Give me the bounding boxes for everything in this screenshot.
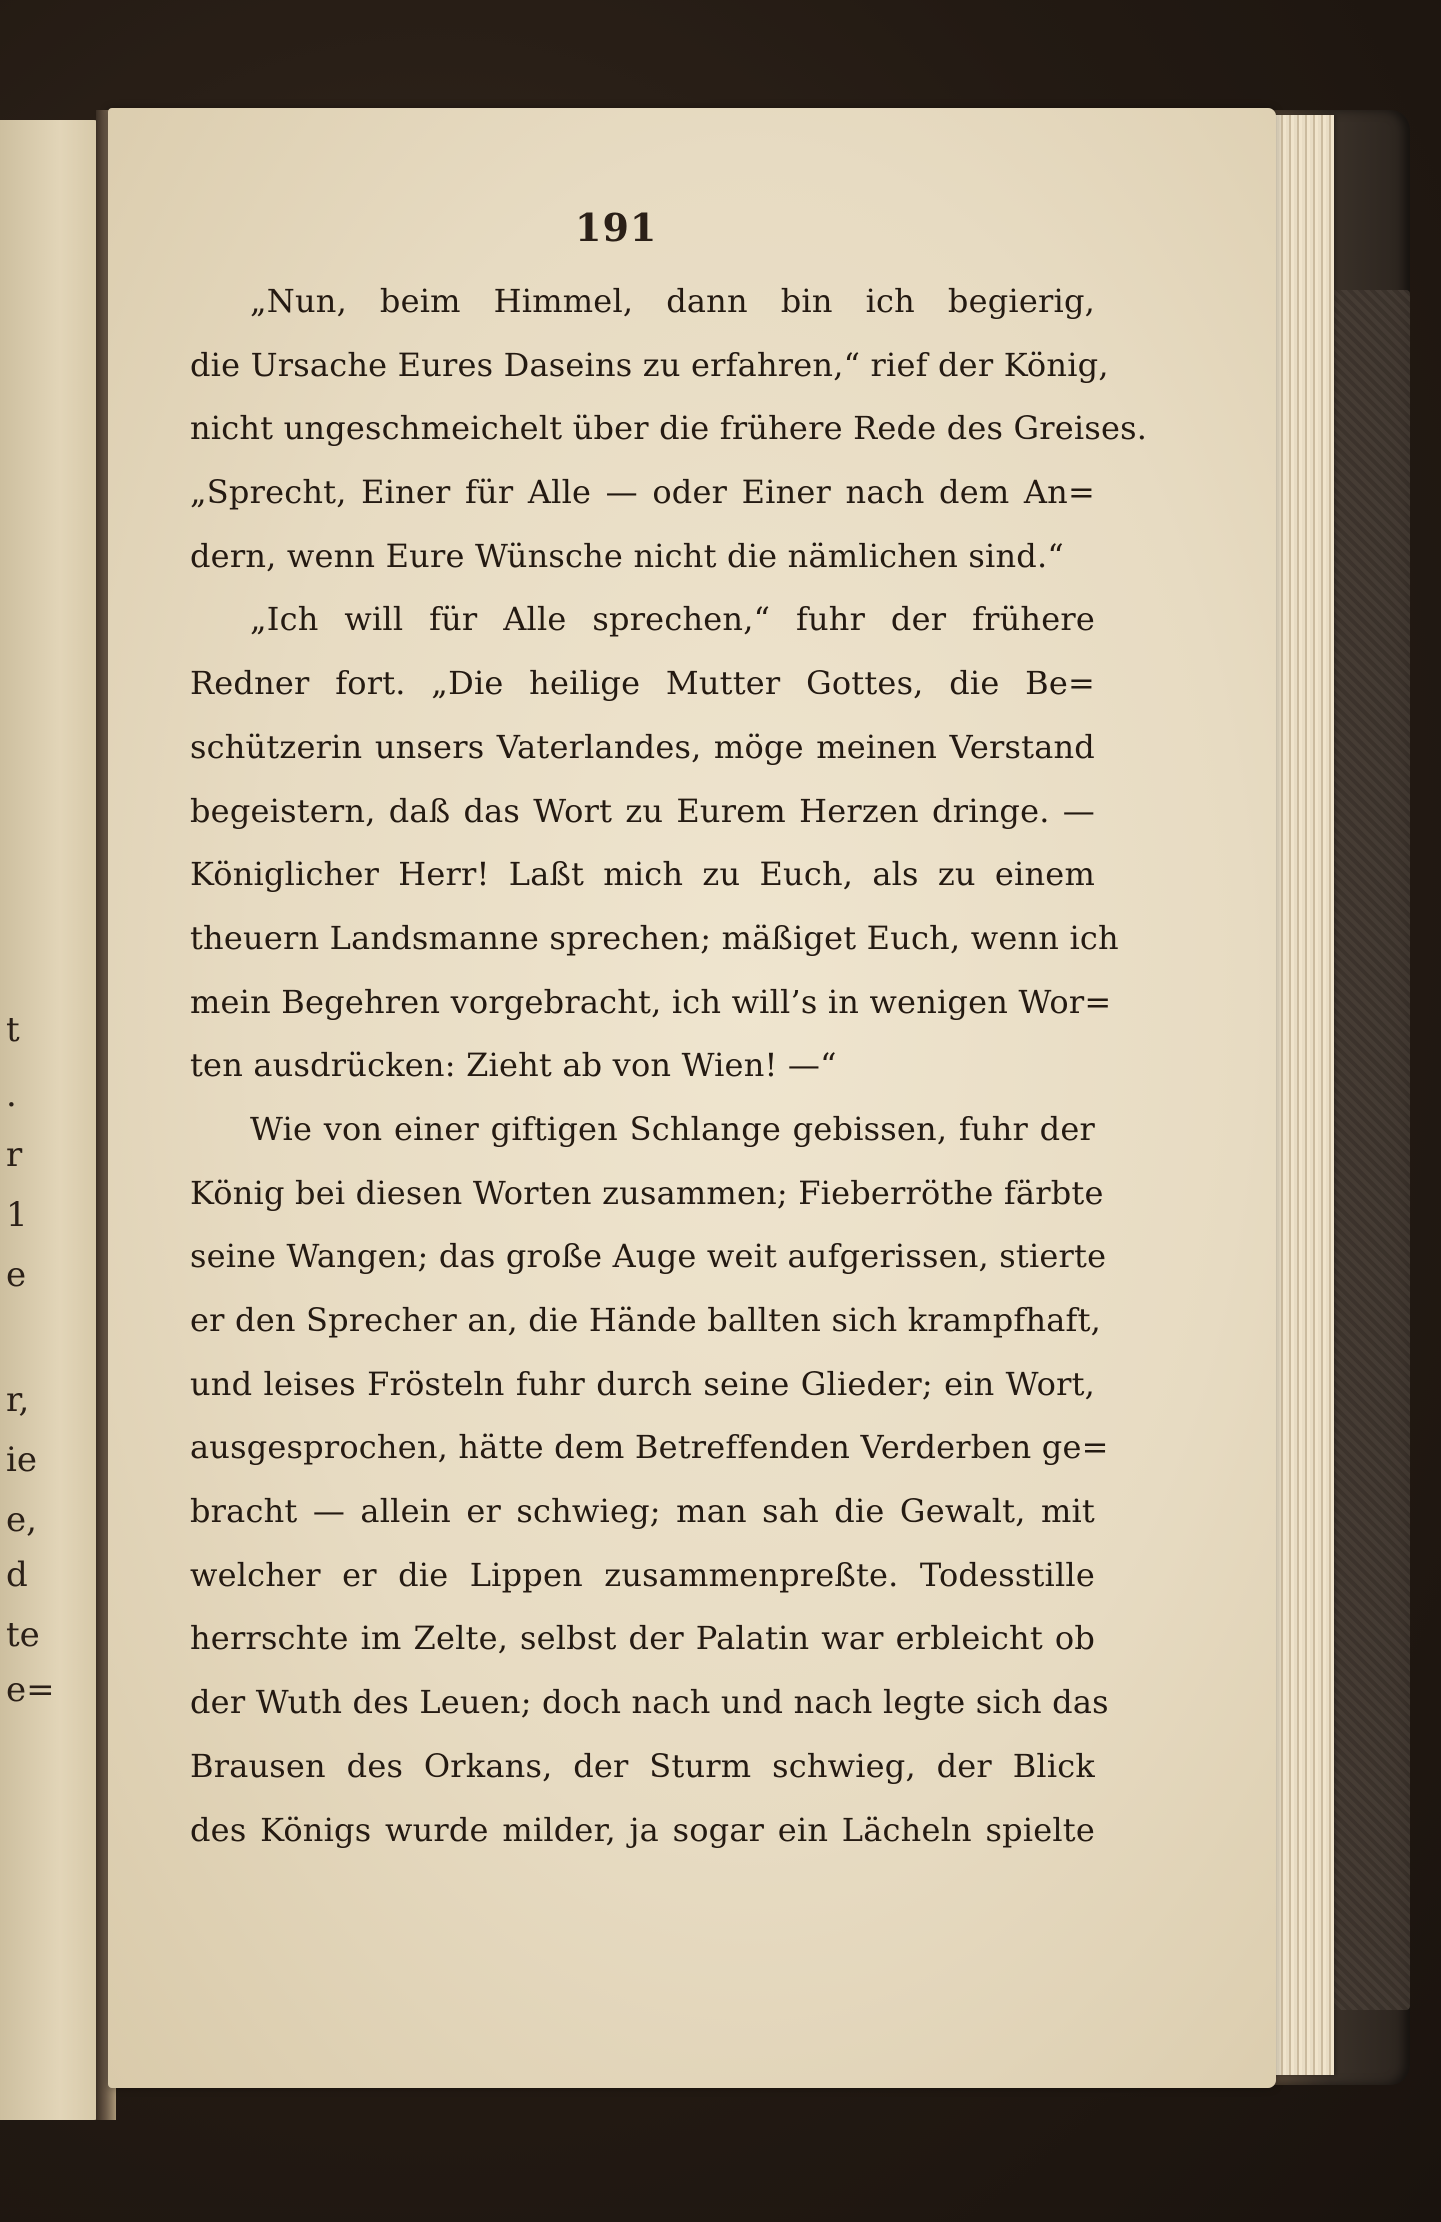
text-line: er den Sprecher an, die Hände ballten sich krampfhaft,	[190, 1301, 1102, 1339]
text-line: der Wuth des Leuen; doch nach und nach legte sich das	[190, 1683, 1109, 1722]
page-number: 191	[575, 205, 658, 250]
text-line: seine Wangen; das große Auge weit aufgerissen, stierte	[190, 1237, 1107, 1276]
text-line: Redner fort. „Die heilige Mutter Gottes, die Be=	[190, 664, 1095, 703]
text-line: ausgesprochen, hätte dem Betreffenden Verderben ge=	[190, 1428, 1109, 1467]
text-line: des Königs wurde milder, ja sogar ein Lächeln spielte	[190, 1810, 1095, 1849]
text-line: Brausen des Orkans, der Sturm schwieg, der Blick	[190, 1746, 1095, 1785]
text-line: schützerin unsers Vaterlandes, möge meinen Verstand	[190, 727, 1095, 766]
text-line: Wie von einer giftigen Schlange gebissen, fuhr der	[250, 1109, 1095, 1148]
left-page-fragment: ·	[6, 1085, 17, 1125]
text-line: König bei diesen Worten zusammen; Fieberröthe färbte	[190, 1173, 1104, 1212]
text-line: „Sprecht, Einer für Alle — oder Einer nach dem An=	[190, 473, 1095, 512]
left-page-fragment: ie	[6, 1440, 37, 1480]
text-line: welcher er die Lippen zusammenpreßte. Todesstille	[190, 1555, 1095, 1594]
text-line: die Ursache Eures Daseins zu erfahren,“ rief der König,	[190, 345, 1109, 384]
text-line: mein Begehren vorgebracht, ich will’s in wenigen Wor=	[190, 982, 1112, 1021]
text-line: und leises Frösteln fuhr durch seine Glieder; ein Wort,	[190, 1364, 1095, 1403]
text-line: bracht — allein er schwieg; man sah die Gewalt, mit	[190, 1492, 1095, 1531]
body-text	[190, 270, 1148, 1862]
left-page-fragment: te	[6, 1615, 40, 1655]
left-page-fragment: d	[6, 1555, 28, 1595]
text-line: begeistern, daß das Wort zu Eurem Herzen dringe. —	[190, 791, 1095, 830]
text-line: nicht ungeschmeichelt über die frühere Rede des Greises.	[190, 409, 1148, 448]
text-line: theuern Landsmanne sprechen; mäßiget Euch, wenn ich	[190, 918, 1119, 957]
left-page-fragment: e=	[6, 1670, 55, 1710]
left-page-fragment: 1	[6, 1195, 28, 1235]
left-page-fragment: t	[6, 1010, 20, 1050]
cover-cloth	[1330, 290, 1410, 2010]
left-page-fragment: e	[6, 1255, 27, 1295]
left-page-fragment: r,	[6, 1380, 30, 1420]
text-line: herrschte im Zelte, selbst der Palatin war erbleicht ob	[190, 1619, 1095, 1658]
left-page-fragment: e,	[6, 1500, 37, 1540]
left-page-fragment: r	[6, 1135, 23, 1175]
text-line: Königlicher Herr! Laßt mich zu Euch, als zu einem	[190, 855, 1095, 894]
text-line: dern, wenn Eure Wünsche nicht die nämlichen sind.“	[190, 536, 1064, 575]
text-line: ten ausdrücken: Zieht ab von Wien! —“	[190, 1046, 837, 1085]
text-line: „Nun, beim Himmel, dann bin ich begierig,	[250, 282, 1095, 320]
text-line: „Ich will für Alle sprechen,“ fuhr der frühere	[250, 600, 1095, 639]
